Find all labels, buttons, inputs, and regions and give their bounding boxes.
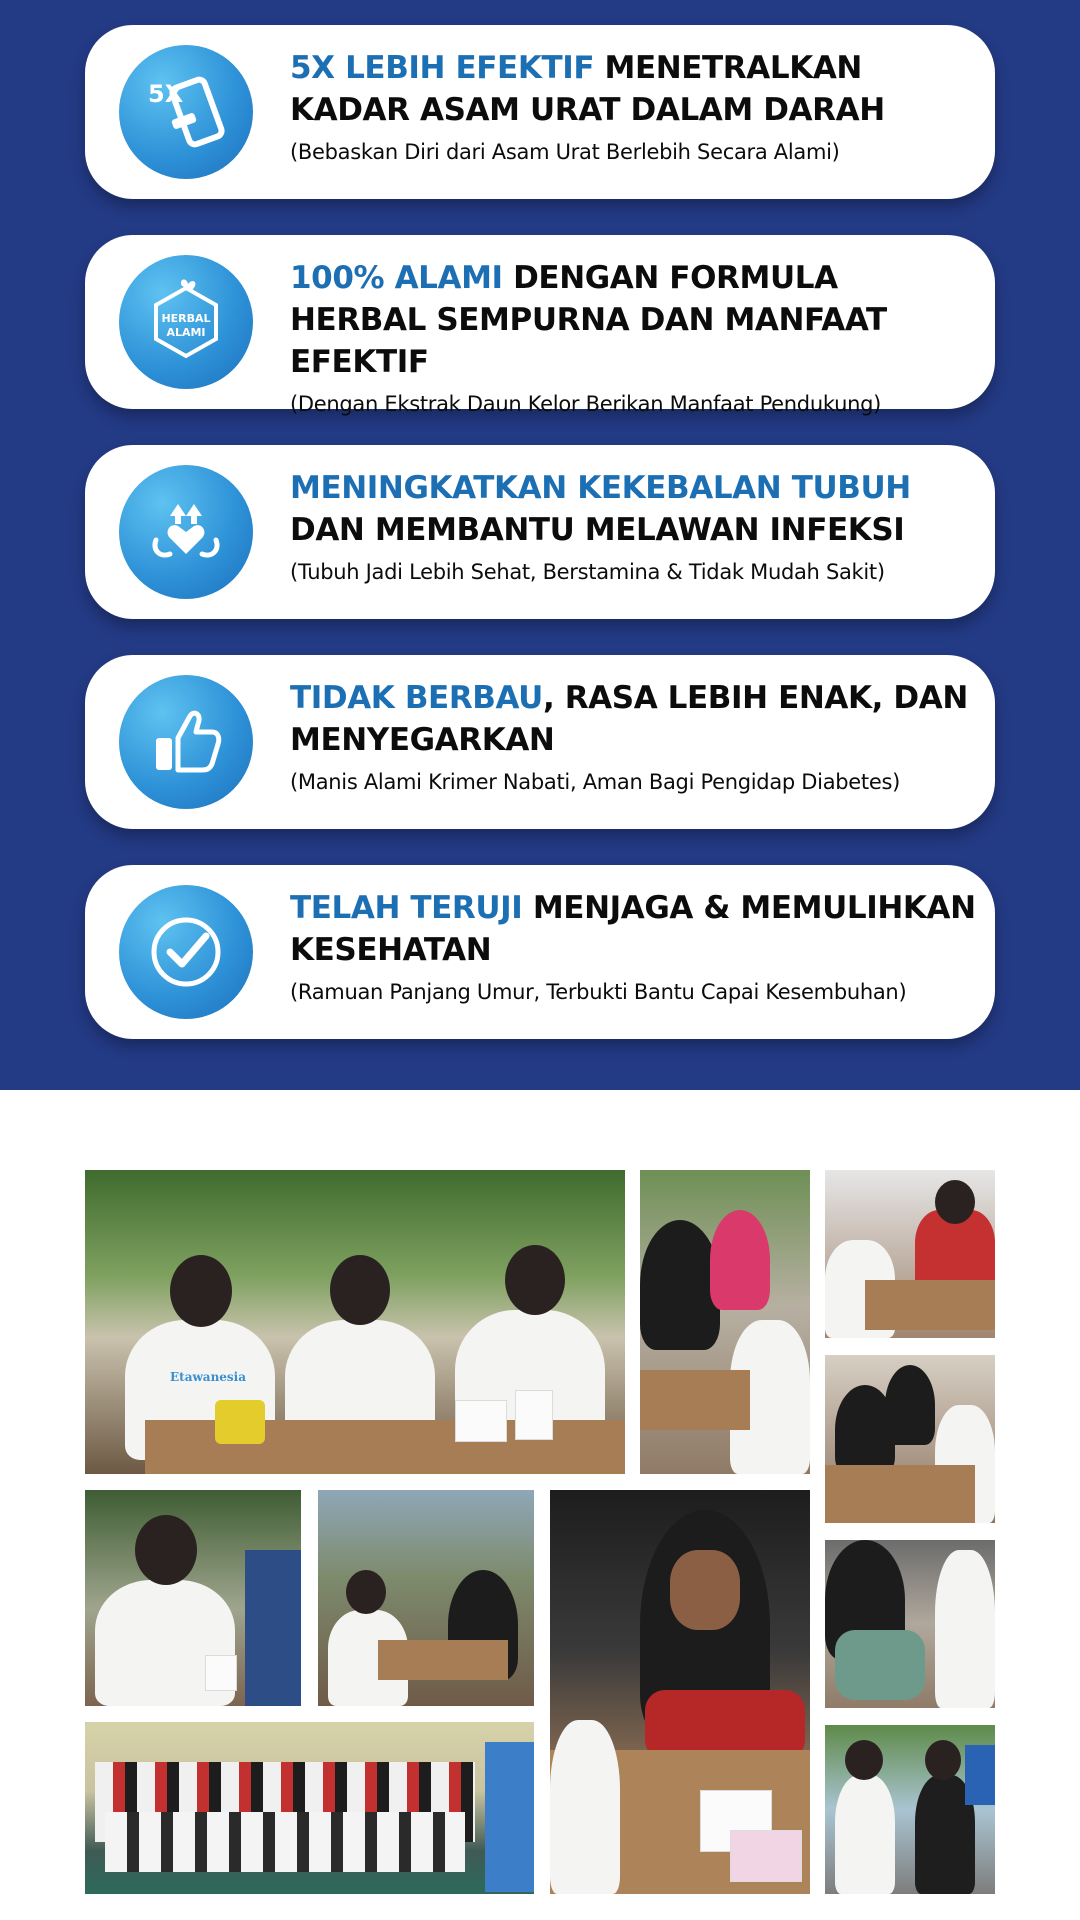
benefit-subtitle-2: (Dengan Ekstrak Daun Kelor Berikan Manfaat Pendukung) xyxy=(290,392,882,416)
benefit-highlight: 100% ALAMI xyxy=(290,260,503,296)
benefit-text-1 xyxy=(290,47,980,167)
benefit-card-3 xyxy=(85,445,995,619)
badge-5 xyxy=(119,885,253,1019)
check-circle-icon xyxy=(142,908,230,996)
benefit-headline-5 xyxy=(290,887,980,971)
benefit-text-4 xyxy=(290,677,980,797)
herbal-alami-icon xyxy=(142,278,230,366)
badge-3 xyxy=(119,465,253,599)
badge-2 xyxy=(119,255,253,389)
svg-text:5X: 5X xyxy=(148,80,184,108)
benefit-highlight: MENINGKATKAN KEKEBALAN TUBUH xyxy=(290,470,911,506)
benefit-highlight: TELAH TERUJI xyxy=(290,890,523,926)
benefit-highlight: 5X LEBIH EFEKTIF xyxy=(290,50,595,86)
benefit-text-5 xyxy=(290,887,980,1007)
thumbs-up-icon xyxy=(142,698,230,786)
benefit-headline-3 xyxy=(290,467,980,551)
benefit-headline-rest: MENJAGA & MEMULIHKAN KESEHATAN xyxy=(290,890,976,968)
benefit-headline-rest: , RASA LEBIH ENAK, DAN MENYEGARKAN xyxy=(290,680,968,758)
photo-group-team xyxy=(85,1722,534,1894)
benefit-subtitle-4: (Manis Alami Krimer Nabati, Aman Bagi Pengidap Diabetes) xyxy=(290,770,901,794)
benefit-headline-rest: DAN MEMBANTU MELAWAN INFEKSI xyxy=(290,512,905,548)
benefit-subtitle-5: (Ramuan Panjang Umur, Terbukti Bantu Capai Kesembuhan) xyxy=(290,980,907,1004)
benefit-subtitle-1: (Bebaskan Diri dari Asam Urat Berlebih Secara Alami) xyxy=(290,140,840,164)
benefit-headline-rest: DENGAN FORMULA HERBAL SEMPURNA DAN MANFAAT EFEKTIF xyxy=(290,260,887,380)
photo-volunteer-testing xyxy=(85,1490,301,1706)
svg-text:HERBAL: HERBAL xyxy=(161,312,211,325)
benefit-card-1 xyxy=(85,25,995,199)
photo-women-at-table xyxy=(640,1170,810,1474)
benefit-card-4 xyxy=(85,655,995,829)
benefit-text-2 xyxy=(290,257,980,419)
photo-health-check-table xyxy=(85,1170,625,1474)
photo-hand-check xyxy=(825,1540,995,1708)
benefit-headline-rest: MENETRALKAN KADAR ASAM URAT DALAM DARAH xyxy=(290,50,885,128)
photo-registration-desk xyxy=(825,1170,995,1338)
benefit-text-3 xyxy=(290,467,980,587)
photo-checkup-session xyxy=(825,1355,995,1523)
photo-elderly-woman-checkup xyxy=(550,1490,810,1894)
badge-4 xyxy=(119,675,253,809)
benefit-headline-2 xyxy=(290,257,980,383)
photo-product-handover xyxy=(825,1725,995,1894)
benefit-card-5 xyxy=(85,865,995,1039)
benefit-highlight: TIDAK BERBAU xyxy=(290,680,543,716)
benefit-card-2 xyxy=(85,235,995,416)
5x-phone-icon xyxy=(142,68,230,156)
benefit-subtitle-3: (Tubuh Jadi Lebih Sehat, Berstamina & Tidak Mudah Sakit) xyxy=(290,560,885,584)
benefit-headline-1 xyxy=(290,47,980,131)
photo-community-screening xyxy=(318,1490,534,1706)
benefit-headline-4 xyxy=(290,677,980,761)
svg-text:ALAMI: ALAMI xyxy=(166,326,206,339)
shirt-brand-text: Etawanesia xyxy=(170,1370,247,1384)
badge-1 xyxy=(119,45,253,179)
immune-heart-icon xyxy=(142,488,230,576)
